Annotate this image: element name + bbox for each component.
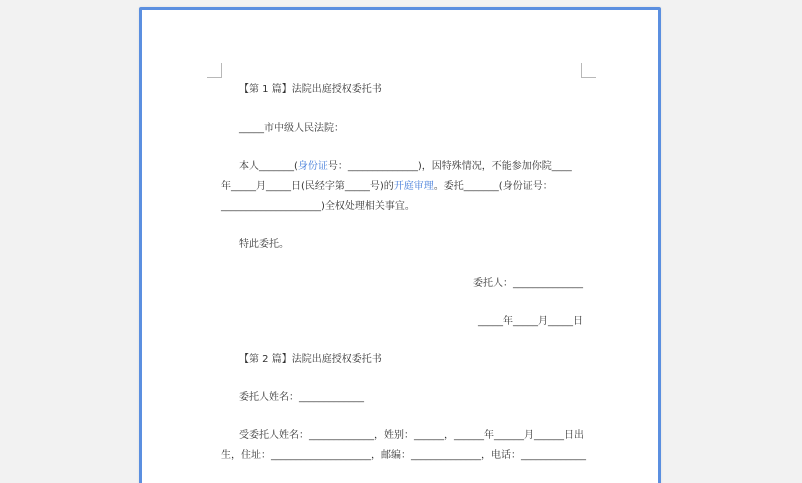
section-1-body-line-1-part-1: 本人_______( [239, 161, 298, 172]
section-2-body-line-2: 生，住址：____________________，邮编：______________，电话：_____________ [221, 450, 586, 461]
page-corner-marker-right [581, 63, 596, 78]
section-2-title: 【第 2 篇】法院出庭授权委托书 [239, 354, 382, 365]
section-1-body-line-3: ____________________)全权处理相关事宜。 [221, 201, 415, 212]
page-corner-marker-left [207, 63, 222, 78]
section-1-body-line-1-part-2: 号：______________)，因特殊情况，不能参加你院____ [327, 161, 572, 172]
document-content[interactable] [221, 80, 586, 466]
document-page[interactable] [139, 7, 661, 483]
section-1-signature: 委托人：______________ [473, 278, 583, 289]
trial-hearing-link[interactable]: 开庭审理 [393, 181, 434, 192]
section-2-body-line-1: 受委托人姓名：_____________，姓别：______，______年______月______日出 [239, 430, 584, 441]
section-1-salutation: _____市中级人民法院： [239, 123, 344, 134]
section-1-body-line-1 [221, 157, 583, 177]
section-1-closing: 特此委托。 [239, 239, 289, 250]
section-2-principal-name: 委托人姓名：_____________ [239, 392, 364, 403]
section-1-date: _____年_____月_____日 [478, 316, 583, 327]
section-1-body-line-2 [221, 177, 583, 197]
section-1-body-line-2-part-2: 。委托_______(身份证号： [433, 181, 553, 192]
section-1-title: 【第 1 篇】法院出庭授权委托书 [239, 84, 382, 95]
id-card-link[interactable]: 身份证 [297, 161, 328, 172]
section-1-body-line-2-part-1: 年_____月_____日(民经字第_____号)的 [221, 181, 394, 192]
